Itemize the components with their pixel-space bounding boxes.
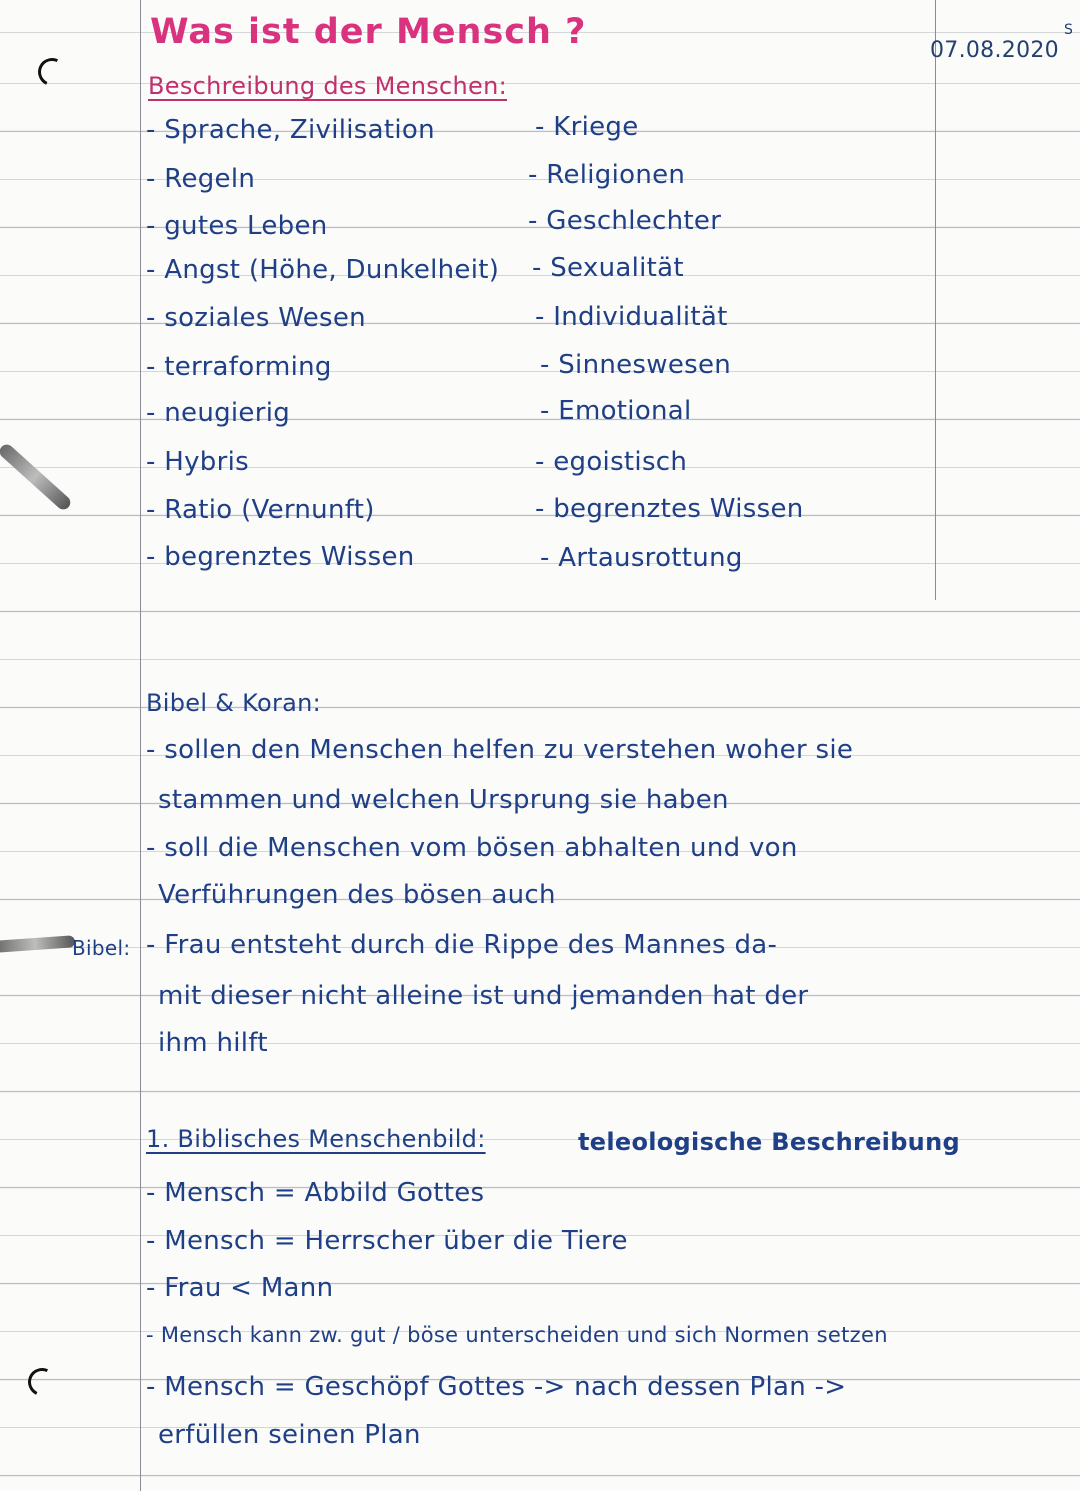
- binder-hole-bottom: [24, 1364, 60, 1400]
- list-item: - begrenztes Wissen: [146, 542, 415, 572]
- list-item: - Hybris: [146, 447, 249, 477]
- binder-ring-top: [0, 442, 73, 513]
- paragraph-line: - soll die Menschen vom bösen abhalten und von: [146, 833, 798, 863]
- list-item: - Frau < Mann: [146, 1273, 334, 1303]
- list-item: - soziales Wesen: [146, 303, 366, 333]
- teleological-note: teleologische Beschreibung: [578, 1128, 960, 1156]
- binder-hole-top: [34, 54, 70, 90]
- paragraph-line: - sollen den Menschen helfen zu verstehen woher sie: [146, 735, 854, 765]
- list-item: - Sprache, Zivilisation: [146, 115, 435, 145]
- page-title: Was ist der Mensch ?: [150, 12, 587, 52]
- list-item: - egoistisch: [535, 447, 688, 477]
- list-item: - Geschlechter: [528, 206, 722, 236]
- left-margin-line: [140, 0, 141, 1491]
- list-item: - Mensch = Geschöpf Gottes -> nach dessen Plan ->: [146, 1372, 847, 1402]
- section-heading-menschenbild: 1. Biblisches Menschenbild:: [146, 1125, 486, 1153]
- list-item: - Religionen: [528, 160, 686, 190]
- list-item: - Mensch kann zw. gut / böse unterscheiden und sich Normen setzen: [146, 1323, 888, 1347]
- binder-ring-bottom: [0, 935, 75, 953]
- paragraph-line: - Frau entsteht durch die Rippe des Mannes da-: [146, 930, 778, 960]
- list-item: - Ratio (Vernunft): [146, 495, 375, 525]
- list-item: - begrenztes Wissen: [535, 494, 804, 524]
- list-item: - Artausrottung: [540, 543, 743, 573]
- list-item: - Emotional: [540, 396, 692, 426]
- list-item: - Mensch = Herrscher über die Tiere: [146, 1226, 628, 1256]
- section-heading-bibel-koran: Bibel & Koran:: [146, 689, 322, 717]
- paragraph-line: ihm hilft: [158, 1028, 268, 1058]
- list-item: - gutes Leben: [146, 211, 328, 241]
- list-item: - Individualität: [535, 302, 728, 332]
- list-item: - Regeln: [146, 164, 256, 194]
- paragraph-line: mit dieser nicht alleine ist und jemanden hat der: [158, 981, 809, 1011]
- date-column-line: [935, 0, 936, 600]
- list-item: - Angst (Höhe, Dunkelheit): [146, 255, 500, 285]
- section-heading-description: Beschreibung des Menschen:: [148, 72, 508, 100]
- paragraph-line: Verführungen des bösen auch: [158, 880, 556, 910]
- list-item: - Kriege: [535, 112, 639, 142]
- list-item: - Mensch = Abbild Gottes: [146, 1178, 485, 1208]
- corner-mark: S: [1064, 22, 1074, 38]
- list-item: - Sexualität: [532, 253, 684, 283]
- list-item: - terraforming: [146, 352, 332, 382]
- list-item: - Sinneswesen: [540, 350, 732, 380]
- list-item: erfüllen seinen Plan: [158, 1420, 421, 1450]
- date: 07.08.2020: [930, 38, 1059, 63]
- list-item: - neugierig: [146, 398, 291, 428]
- paragraph-line: stammen und welchen Ursprung sie haben: [158, 785, 729, 815]
- bibel-margin-label: Bibel:: [72, 936, 131, 960]
